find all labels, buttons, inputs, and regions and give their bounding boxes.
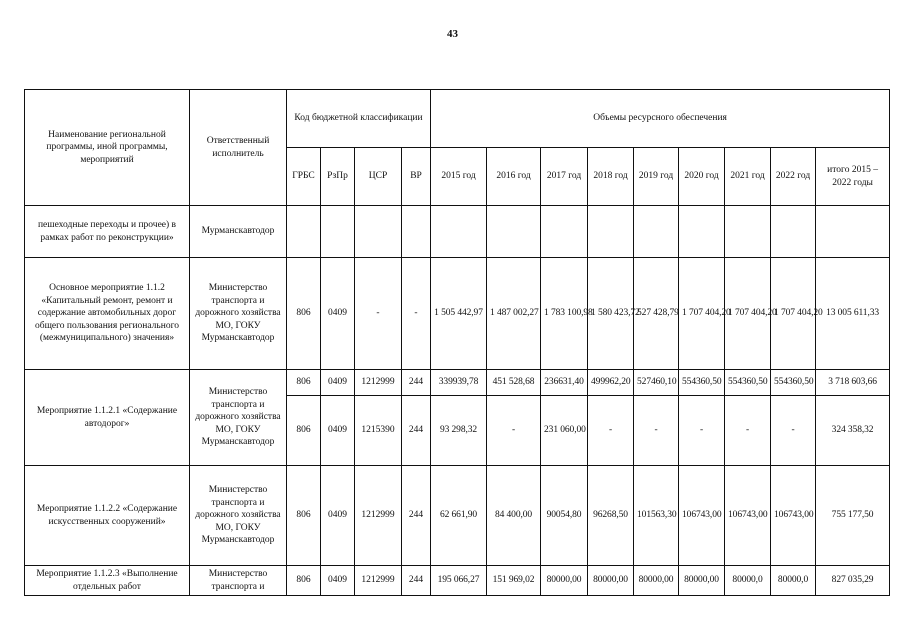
row-executor: Министерство транспорта и [190, 566, 287, 596]
page-number: 43 [447, 28, 458, 40]
row-name: пешеходные переходы и прочее) в рамках работ по реконструкции» [25, 206, 190, 258]
row-value: - [487, 396, 541, 466]
row-value: 1 707 404,20 [679, 258, 725, 370]
row-value: 1 580 423,72 [588, 258, 634, 370]
header-year: 2018 год [588, 148, 634, 206]
row-vr: 244 [402, 370, 431, 396]
row-value: 451 528,68 [487, 370, 541, 396]
table-row [25, 258, 890, 370]
row-value [634, 206, 679, 258]
row-grbs: 806 [287, 566, 321, 596]
row-value: 80000,0 [725, 566, 771, 596]
row-value: - [588, 396, 634, 466]
row-value: 80000,00 [679, 566, 725, 596]
row-total: 3 718 603,66 [816, 370, 890, 396]
row-rzpr: 0409 [321, 396, 355, 466]
row-value: 554360,50 [725, 370, 771, 396]
row-vr: 244 [402, 396, 431, 466]
header-year: 2021 год [725, 148, 771, 206]
header-resources: Объемы ресурсного обеспечения [431, 90, 890, 148]
row-value: 195 066,27 [431, 566, 487, 596]
header-year: 2016 год [487, 148, 541, 206]
header-executor: Ответственный исполнитель [190, 90, 287, 206]
header-year-total: итого 2015 – 2022 годы [816, 148, 890, 206]
row-value: 62 661,90 [431, 466, 487, 566]
row-value: 527460,10 [634, 370, 679, 396]
row-grbs: 806 [287, 370, 321, 396]
row-total [816, 206, 890, 258]
row-value: 1 487 002,27 [487, 258, 541, 370]
row-value: 554360,50 [679, 370, 725, 396]
row-csr: 1212999 [355, 466, 402, 566]
row-value: 554360,50 [771, 370, 816, 396]
table-row [25, 566, 890, 596]
row-name: Основное мероприятие 1.1.2 «Капитальный ремонт, ремонт и содержание автомобильных дорог общего пользования регионального (межмуниципального) значения» [25, 258, 190, 370]
table-row [25, 370, 890, 396]
row-value: 80000,00 [541, 566, 588, 596]
header-code: ЦСР [355, 148, 402, 206]
row-total: 324 358,32 [816, 396, 890, 466]
header-budget-code: Код бюджетной классификации [287, 90, 431, 148]
row-value: 84 400,00 [487, 466, 541, 566]
row-value: - [634, 396, 679, 466]
row-value: 236631,40 [541, 370, 588, 396]
row-executor: Министерство транспорта и дорожного хозяйства МО, ГОКУ Мурманскавтодор [190, 466, 287, 566]
row-value [431, 206, 487, 258]
row-value: 80000,0 [771, 566, 816, 596]
row-value: 1 707 404,20 [771, 258, 816, 370]
header-code: ВР [402, 148, 431, 206]
row-rzpr: 0409 [321, 566, 355, 596]
table-row [25, 206, 890, 258]
row-rzpr: 0409 [321, 258, 355, 370]
header-year: 2015 год [431, 148, 487, 206]
row-vr: 244 [402, 466, 431, 566]
row-value: 339939,78 [431, 370, 487, 396]
row-total: 827 035,29 [816, 566, 890, 596]
row-value [679, 206, 725, 258]
row-name: Мероприятие 1.1.2.3 «Выполнение отдельных работ [25, 566, 190, 596]
row-value: 80000,00 [634, 566, 679, 596]
row-value: 1 505 442,97 [431, 258, 487, 370]
row-grbs: 806 [287, 466, 321, 566]
row-value [725, 206, 771, 258]
row-rzpr [321, 206, 355, 258]
header-year: 2022 год [771, 148, 816, 206]
row-value: 101563,30 [634, 466, 679, 566]
row-vr: 244 [402, 566, 431, 596]
row-vr: - [402, 258, 431, 370]
row-csr [355, 206, 402, 258]
row-total: 755 177,50 [816, 466, 890, 566]
row-rzpr: 0409 [321, 466, 355, 566]
row-value: 1 707 404,20 [725, 258, 771, 370]
row-value: 80000,00 [588, 566, 634, 596]
row-value: 106743,00 [725, 466, 771, 566]
row-value: 96268,50 [588, 466, 634, 566]
header-year: 2019 год [634, 148, 679, 206]
row-value: - [725, 396, 771, 466]
row-value [487, 206, 541, 258]
header-year: 2020 год [679, 148, 725, 206]
row-executor: Министерство транспорта и дорожного хозяйства МО, ГОКУ Мурманскавтодор [190, 258, 287, 370]
row-grbs: 806 [287, 258, 321, 370]
row-value: 90054,80 [541, 466, 588, 566]
row-executor: Мурманскавтодор [190, 206, 287, 258]
row-value [588, 206, 634, 258]
row-total: 13 005 611,33 [816, 258, 890, 370]
header-code: РзПр [321, 148, 355, 206]
row-value: - [679, 396, 725, 466]
resource-table [24, 89, 890, 596]
row-rzpr: 0409 [321, 370, 355, 396]
row-name: Мероприятие 1.1.2.2 «Содержание искусственных сооружений» [25, 466, 190, 566]
row-csr: 1215390 [355, 396, 402, 466]
row-value: - [771, 396, 816, 466]
row-value: 106743,00 [771, 466, 816, 566]
row-value: 527 428,79 [634, 258, 679, 370]
row-csr: 1212999 [355, 370, 402, 396]
table-row [25, 466, 890, 566]
row-vr [402, 206, 431, 258]
header-name: Наименование региональной программы, иной программы, мероприятий [25, 90, 190, 206]
row-grbs [287, 206, 321, 258]
row-value: 151 969,02 [487, 566, 541, 596]
header-code: ГРБС [287, 148, 321, 206]
row-value: 1 783 100,98 [541, 258, 588, 370]
row-csr: 1212999 [355, 566, 402, 596]
row-value: 499962,20 [588, 370, 634, 396]
row-name: Мероприятие 1.1.2.1 «Содержание автодорог» [25, 370, 190, 466]
row-executor: Министерство транспорта и дорожного хозяйства МО, ГОКУ Мурманскавтодор [190, 370, 287, 466]
row-csr: - [355, 258, 402, 370]
row-value: 231 060,00 [541, 396, 588, 466]
header-year: 2017 год [541, 148, 588, 206]
row-value: 93 298,32 [431, 396, 487, 466]
row-grbs: 806 [287, 396, 321, 466]
row-value [771, 206, 816, 258]
row-value [541, 206, 588, 258]
row-value: 106743,00 [679, 466, 725, 566]
